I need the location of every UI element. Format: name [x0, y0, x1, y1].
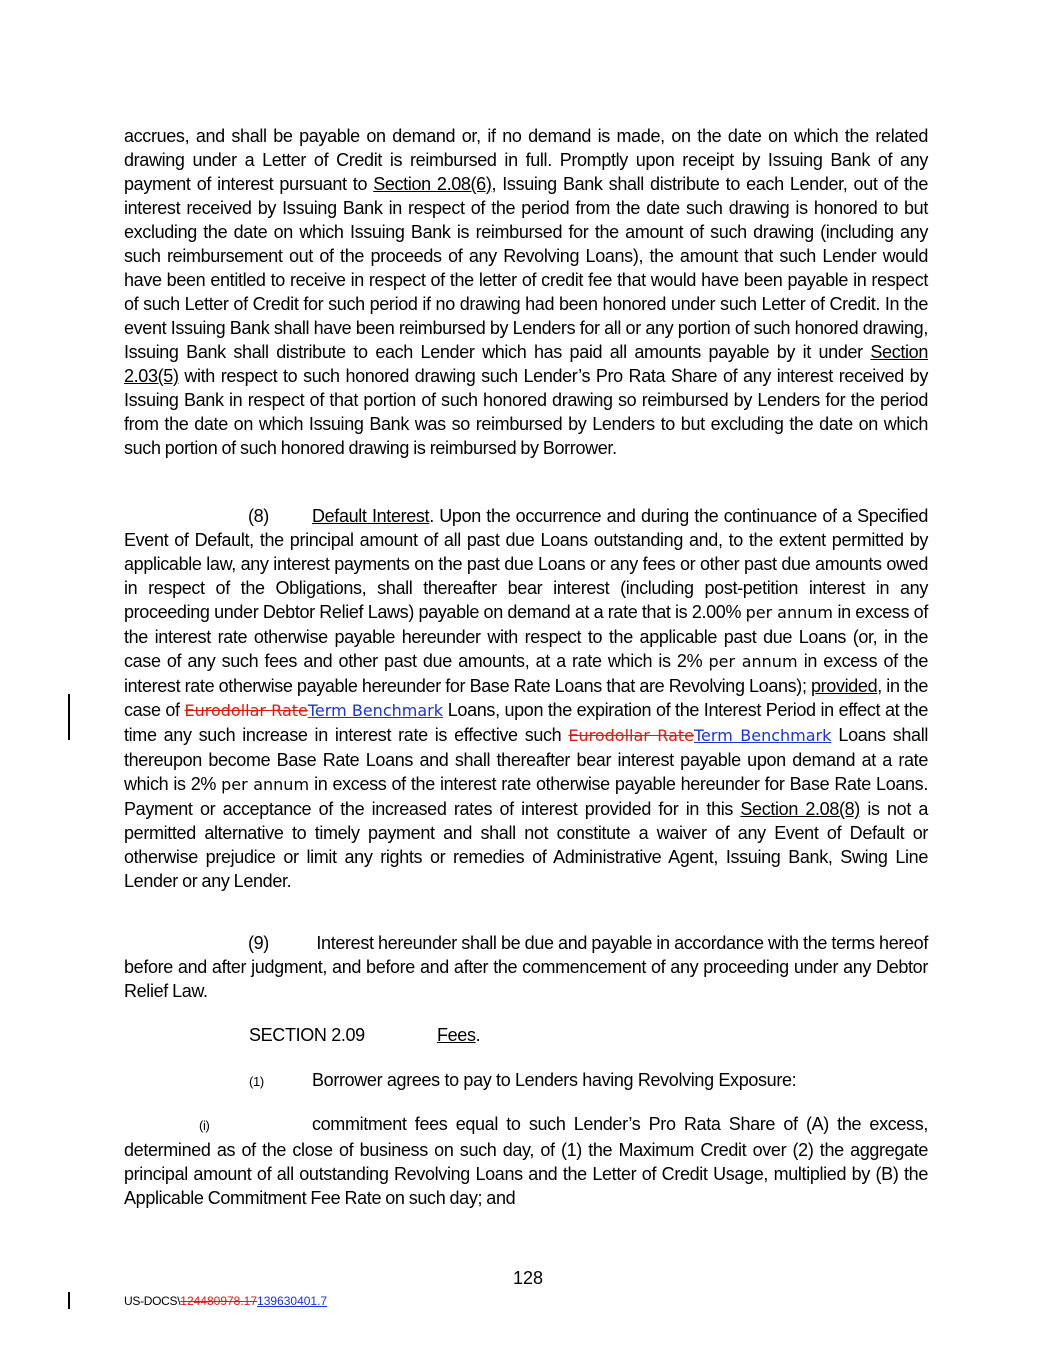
paragraph-text: accrues, and shall be payable on demand or, if no demand is made, on the date on which the related drawing under a Letter of Credit is reimbursed in full. Promptly upon receipt by Issuing Bank of any payment of interest pursuant to: [124, 126, 928, 194]
paragraph-number: (8): [248, 506, 269, 526]
paragraph-number: (9): [248, 933, 269, 953]
footer-inserted-id: 139630401.7: [257, 1294, 328, 1308]
italic-term: per annum: [221, 775, 310, 794]
paragraph-text: , in the case of: [124, 676, 928, 720]
change-bar: [68, 694, 70, 740]
paragraph-text: , Issuing Bank shall distribute to each Lender, out of the interest received by Issuing Bank in respect of the period from the date such drawing is honored to but excluding the date on which Issuing Bank is reimbursed for the amount of such drawing (including any such reimbursement out of the proceeds of any Revolving Loans), the amount that such Lender would have been entitled to receive in respect of the letter of credit fee that would have been payable in respect of such Letter of Credit for such period if no drawing had been honored under such Letter of Credit. In the event Issuing Bank shall have been reimbursed by Lenders for all or any portion of such honored drawing, Issuing Bank shall distribute to each Lender which has paid all amounts payable by it under: [124, 174, 929, 362]
provided-term: provided: [811, 676, 878, 696]
italic-term: per annum: [745, 603, 833, 622]
section-period: .: [475, 1025, 481, 1045]
inserted-text: Term Benchmark: [694, 726, 832, 745]
paragraph-text: is not a permitted alternative to timely payment and shall not constitute a waiver of any Event of Default or otherwise prejudice or limit any rights or remedies of Administrative Agent, Issuing Bank, Swing Line Lender or any Lender.: [124, 799, 929, 891]
paragraph-interest-distribution: [124, 124, 928, 460]
section-reference: Section 2.08(6): [373, 174, 492, 194]
footer-change-bar: [68, 1292, 70, 1309]
page-number: 128: [512, 1268, 544, 1288]
paragraph-text: in excess of the interest rate otherwise payable hereunder with respect to the applicable past due Loans (or, in the case of any such fees and other past due amounts, at a rate which is 2%: [124, 602, 928, 671]
paragraph-text: in excess of the interest rate otherwise payable hereunder for Base Rate Loans. Payment or acceptance of the increased rates of interest provided for in this: [124, 774, 928, 819]
footer-deleted-id: 124480978.17: [180, 1294, 258, 1308]
italic-term: per annum: [708, 652, 798, 671]
list-text: Borrower agrees to pay to Lenders having Revolving Exposure:: [312, 1070, 797, 1090]
paragraph-default-interest: [124, 504, 928, 893]
paragraph-text: . Upon the occurrence and during the continuance of a Specified Event of Default, the principal amount of all past due Loans outstanding and, to the extent permitted by applicable law, any interest payments on the past due Loans or any fees or other past due amounts owed in respect of the Obligations, shall thereafter bear interest (including post-petition interest in any proceeding under Debtor Relief Laws) payable on demand at a rate that is 2.00%: [124, 506, 928, 622]
section-reference: Section 2.03(5): [124, 342, 928, 386]
section-title: Fees: [437, 1025, 476, 1045]
paragraph-heading: Default Interest: [312, 506, 430, 526]
section-heading: [249, 1023, 480, 1047]
list-item-i: [124, 1112, 928, 1210]
paragraph-text: Loans, upon the expiration of the Interest Period in effect at the time any such increase in interest rate is effective such: [124, 700, 928, 745]
inserted-text: Term Benchmark: [307, 701, 443, 720]
footer-prefix: US-DOCS\: [124, 1294, 181, 1308]
list-number: (1): [249, 1074, 264, 1089]
deleted-text: Eurodollar Rate: [568, 726, 694, 745]
section-label: SECTION 2.09: [249, 1025, 365, 1045]
document-id-footer: [124, 1294, 327, 1308]
list-text: commitment fees equal to such Lender’s Pro Rata Share of (A) the excess, determined as of the close of business on such day, of (1) the Maximum Credit over (2) the aggregate principal amount of all outstanding Revolving Loans and the Letter of Credit Usage, multiplied by (B) the Applicable Commitment Fee Rate on such day; and: [124, 1114, 928, 1208]
paragraph-text: in excess of the interest rate otherwise payable hereunder for Base Rate Loans that are Revolving Loans);: [124, 651, 928, 696]
paragraph-text: Loans shall thereupon become Base Rate Loans and shall thereafter bear interest payable upon demand at a rate which is 2%: [124, 725, 929, 794]
paragraph-text: Interest hereunder shall be due and payable in accordance with the terms hereof before and after judgment, and before and after the commencement of any proceeding under any Debtor Relief Law.: [124, 933, 928, 1001]
section-reference: Section 2.08(8): [740, 799, 860, 819]
paragraph-text: with respect to such honored drawing such Lender’s Pro Rata Share of any interest received by Issuing Bank in respect of that portion of such honored drawing so reimbursed by Lenders for the period from the date on which Issuing Bank was so reimbursed by Lenders to but excluding the date on which such portion of such honored drawing is reimbursed by Borrower.: [124, 366, 928, 458]
deleted-text: Eurodollar Rate: [184, 701, 308, 720]
list-item-1: [249, 1068, 796, 1094]
list-number: (i): [199, 1118, 210, 1133]
paragraph-interest-due: [124, 931, 928, 1003]
